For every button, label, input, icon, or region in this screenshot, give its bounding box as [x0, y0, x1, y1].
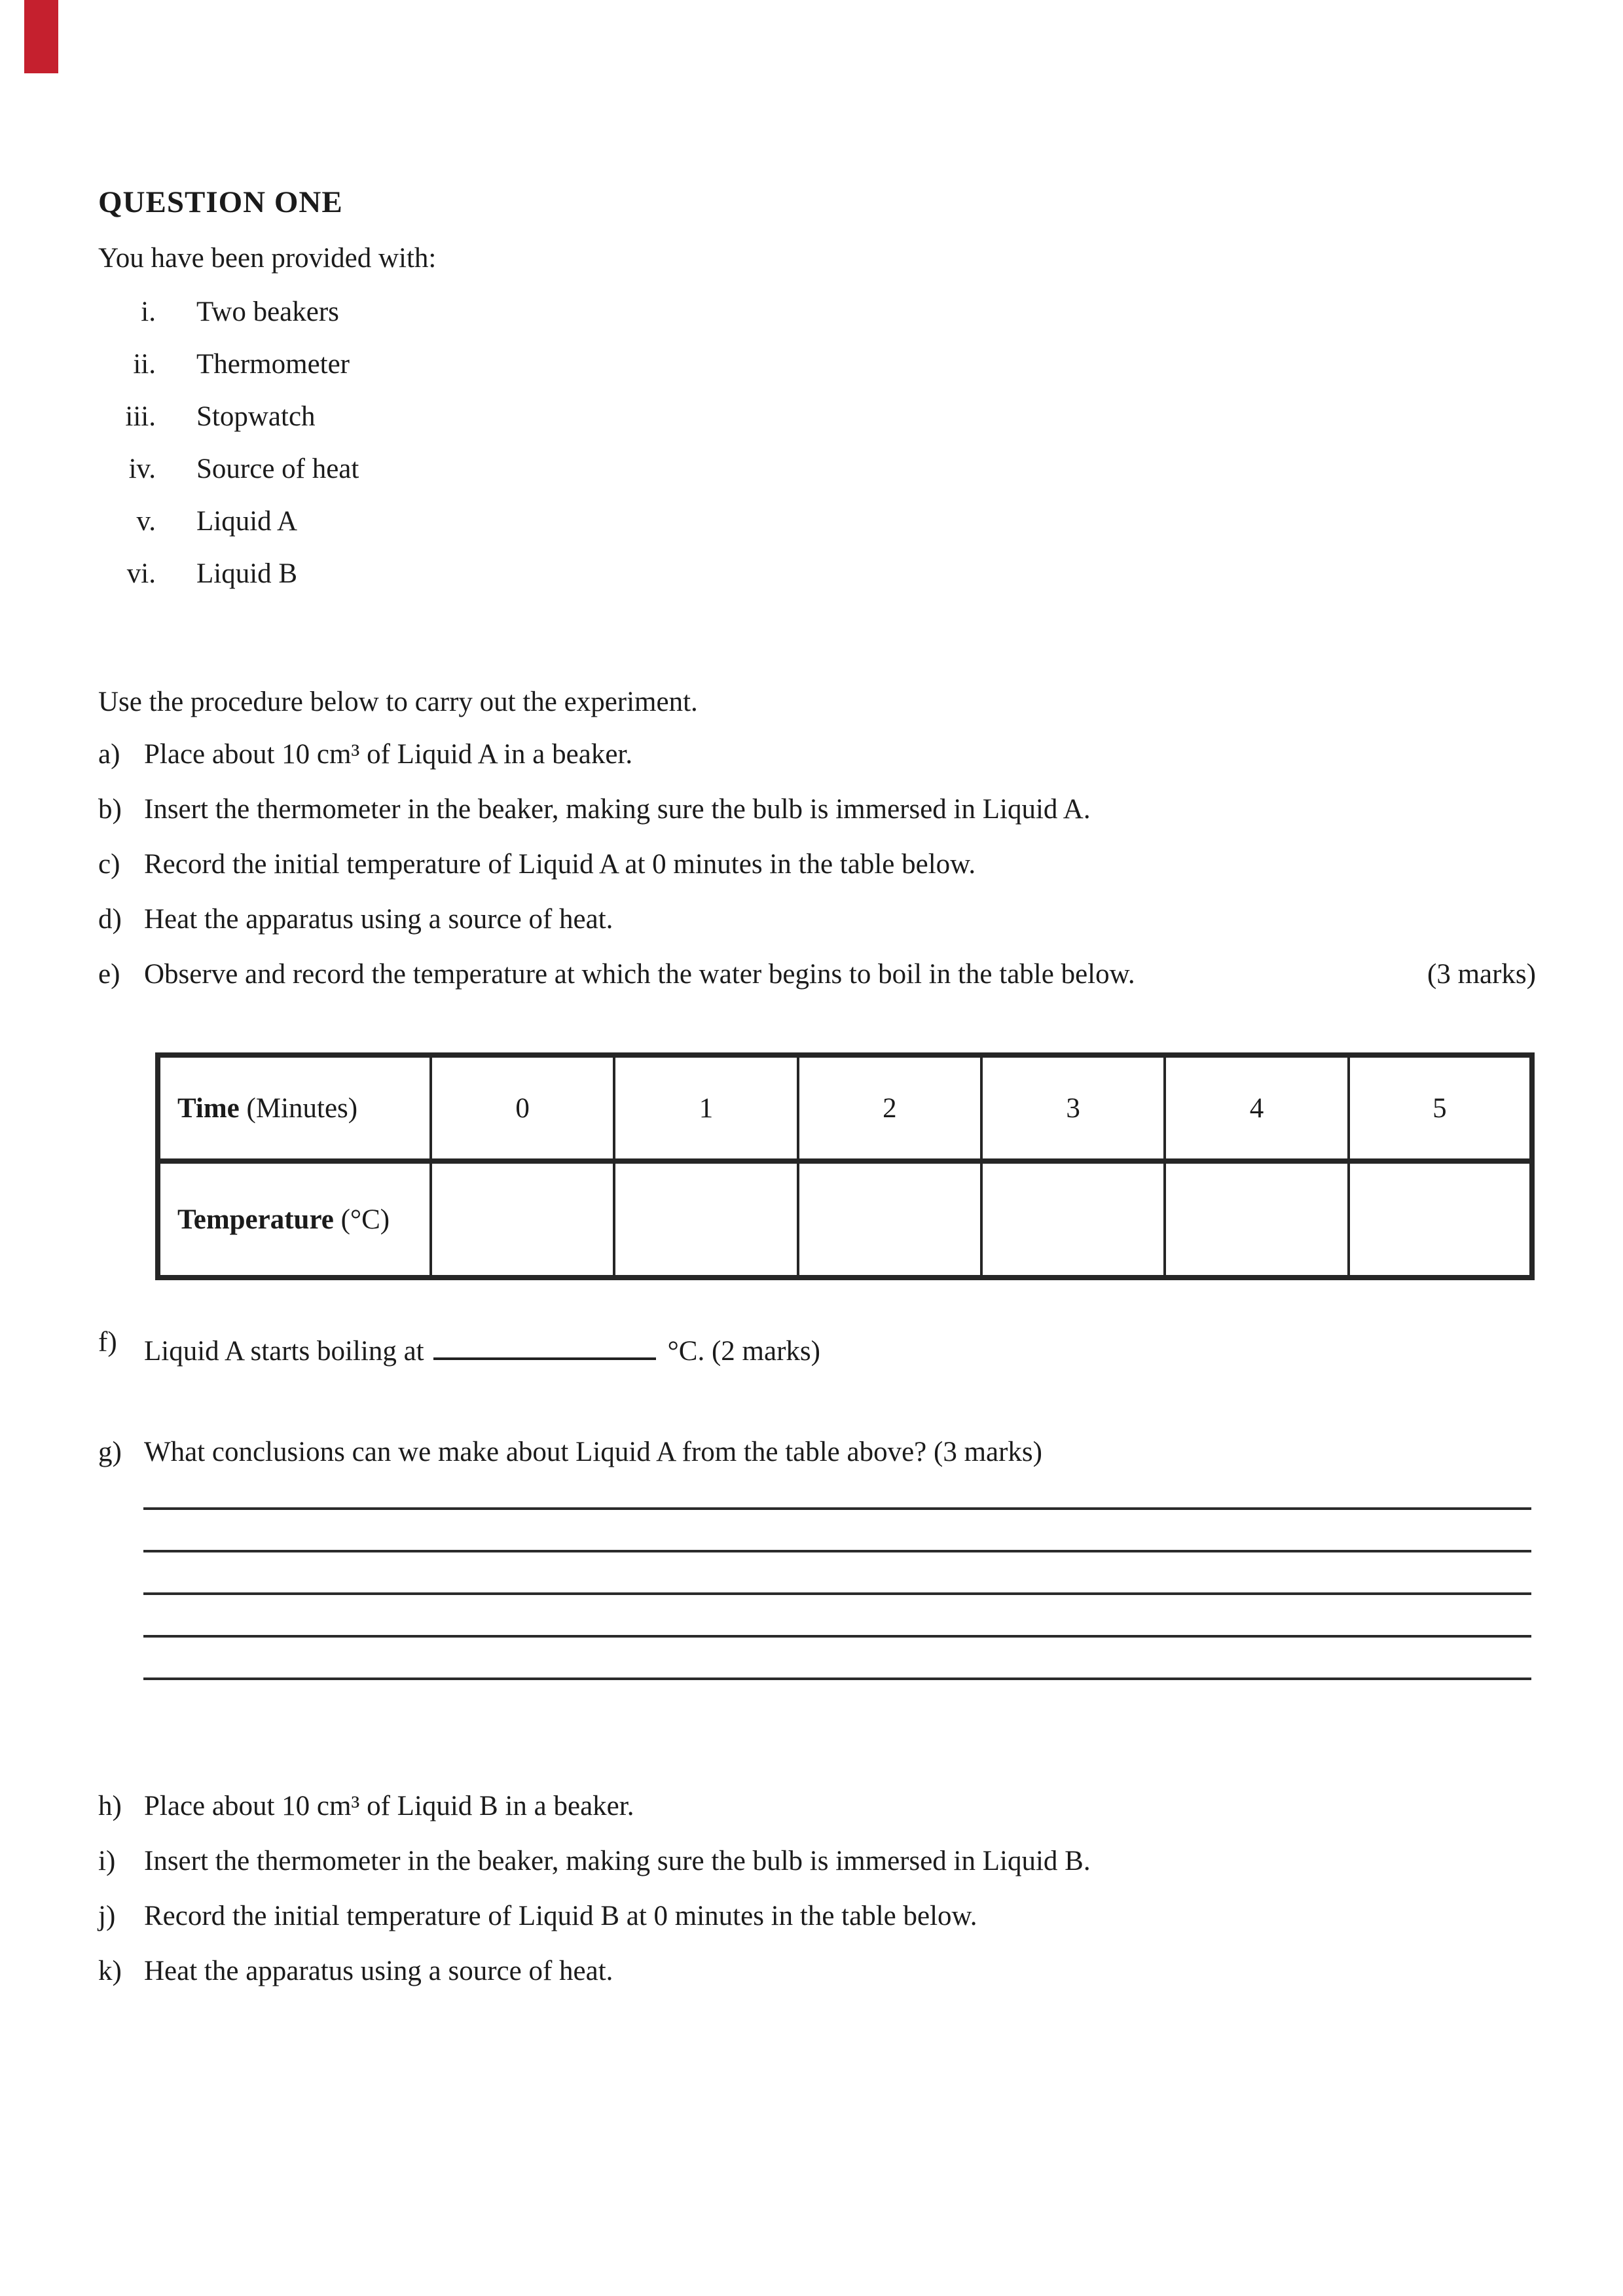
item-label: Stopwatch	[196, 401, 316, 432]
time-value-cell: 5	[1349, 1055, 1532, 1161]
step-text: Record the initial temperature of Liquid B at 0 minutes in the table below.	[144, 1901, 977, 1931]
temperature-label-bold: Temperature	[177, 1204, 334, 1235]
step-letter: c)	[98, 849, 120, 880]
item-numeral: i.	[141, 296, 156, 327]
time-value-cell: 2	[798, 1055, 981, 1161]
step-letter: k)	[98, 1956, 122, 1986]
temperature-value-cell	[614, 1161, 797, 1278]
answer-line	[143, 1550, 1531, 1552]
temperature-value-cell	[1349, 1161, 1532, 1278]
item-numeral: v.	[136, 506, 156, 537]
provided-item	[98, 453, 359, 505]
time-label-rest: (Minutes)	[239, 1092, 358, 1124]
temperature-label-rest: (°C)	[333, 1204, 390, 1235]
marks-label: (3 marks)	[1427, 959, 1536, 990]
step-text: Insert the thermometer in the beaker, making sure the bulb is immersed in Liquid A.	[144, 794, 1091, 825]
provided-item	[98, 505, 359, 558]
question-heading: QUESTION ONE	[98, 185, 343, 219]
temperature-value-cell	[431, 1161, 614, 1278]
provided-list	[98, 296, 359, 610]
item-numeral: iv.	[128, 454, 156, 484]
answer-line	[143, 1635, 1531, 1638]
item-label: Liquid B	[196, 558, 298, 589]
step-text: Place about 10 cm³ of Liquid A in a beaker.	[144, 739, 633, 770]
fill-blank-line	[433, 1326, 656, 1360]
provided-item	[98, 401, 359, 453]
answer-lines	[143, 1507, 1531, 1720]
step-row	[98, 1955, 1536, 2010]
step-text: Place about 10 cm³ of Liquid B in a beaker.	[144, 1791, 634, 1821]
f-text-before-blank: Liquid A starts boiling at	[144, 1336, 424, 1367]
procedure-steps-h-k	[98, 1790, 1536, 2010]
step-row	[98, 1790, 1536, 1845]
step-text: Record the initial temperature of Liquid A at 0 minutes in the table below.	[144, 849, 976, 880]
red-corner-mark	[24, 0, 58, 73]
step-text: Insert the thermometer in the beaker, making sure the bulb is immersed in Liquid B.	[144, 1846, 1091, 1876]
step-row	[98, 958, 1536, 1013]
time-value-cell: 0	[431, 1055, 614, 1161]
step-text: Heat the apparatus using a source of heat.	[144, 904, 613, 935]
intro-text: You have been provided with:	[98, 243, 437, 274]
question-g	[98, 1436, 1536, 1468]
temperature-value-cell	[798, 1161, 981, 1278]
step-letter: a)	[98, 739, 120, 770]
procedure-steps-a-e	[98, 738, 1536, 1013]
temperature-value-cell	[1165, 1161, 1348, 1278]
temperature-value-cell	[981, 1161, 1165, 1278]
item-numeral: vi.	[126, 558, 156, 589]
question-f	[98, 1326, 1536, 1367]
temperature-label-cell	[158, 1161, 431, 1278]
step-row	[98, 903, 1536, 958]
time-header-row	[158, 1055, 1532, 1161]
item-label: Liquid A	[196, 506, 298, 537]
procedure-intro: Use the procedure below to carry out the experiment.	[98, 687, 698, 717]
item-numeral: iii.	[125, 401, 156, 432]
item-label: Thermometer	[196, 349, 350, 380]
step-text: Observe and record the temperature at which the water begins to boil in the table below.	[144, 959, 1135, 990]
provided-item	[98, 348, 359, 401]
answer-line	[143, 1677, 1531, 1680]
step-letter: b)	[98, 794, 122, 825]
step-letter: g)	[98, 1437, 122, 1467]
question-f-text	[144, 1326, 820, 1367]
f-text-after-blank: °C. (2 marks)	[667, 1336, 820, 1367]
step-letter: f)	[98, 1327, 117, 1357]
item-label: Two beakers	[196, 296, 339, 327]
temperature-row	[158, 1161, 1532, 1278]
step-letter: j)	[98, 1901, 116, 1931]
step-letter: h)	[98, 1791, 122, 1821]
step-row	[98, 738, 1536, 793]
provided-item	[98, 296, 359, 348]
step-text: Heat the apparatus using a source of heat.	[144, 1956, 613, 1986]
question-g-text: What conclusions can we make about Liquid A from the table above? (3 marks)	[144, 1437, 1042, 1467]
step-row	[98, 793, 1536, 848]
step-row	[98, 1900, 1536, 1955]
item-label: Source of heat	[196, 454, 359, 484]
time-label-bold: Time	[177, 1092, 240, 1124]
step-letter: d)	[98, 904, 122, 935]
answer-line	[143, 1507, 1531, 1510]
provided-item	[98, 558, 359, 610]
time-value-cell: 3	[981, 1055, 1165, 1161]
time-value-cell: 4	[1165, 1055, 1348, 1161]
answer-line	[143, 1592, 1531, 1595]
step-row	[98, 848, 1536, 903]
step-letter: i)	[98, 1846, 116, 1876]
step-letter: e)	[98, 959, 120, 990]
time-value-cell: 1	[614, 1055, 797, 1161]
item-numeral: ii.	[133, 349, 156, 380]
time-label-cell	[158, 1055, 431, 1161]
step-row	[98, 1845, 1536, 1900]
results-table	[155, 1052, 1535, 1280]
